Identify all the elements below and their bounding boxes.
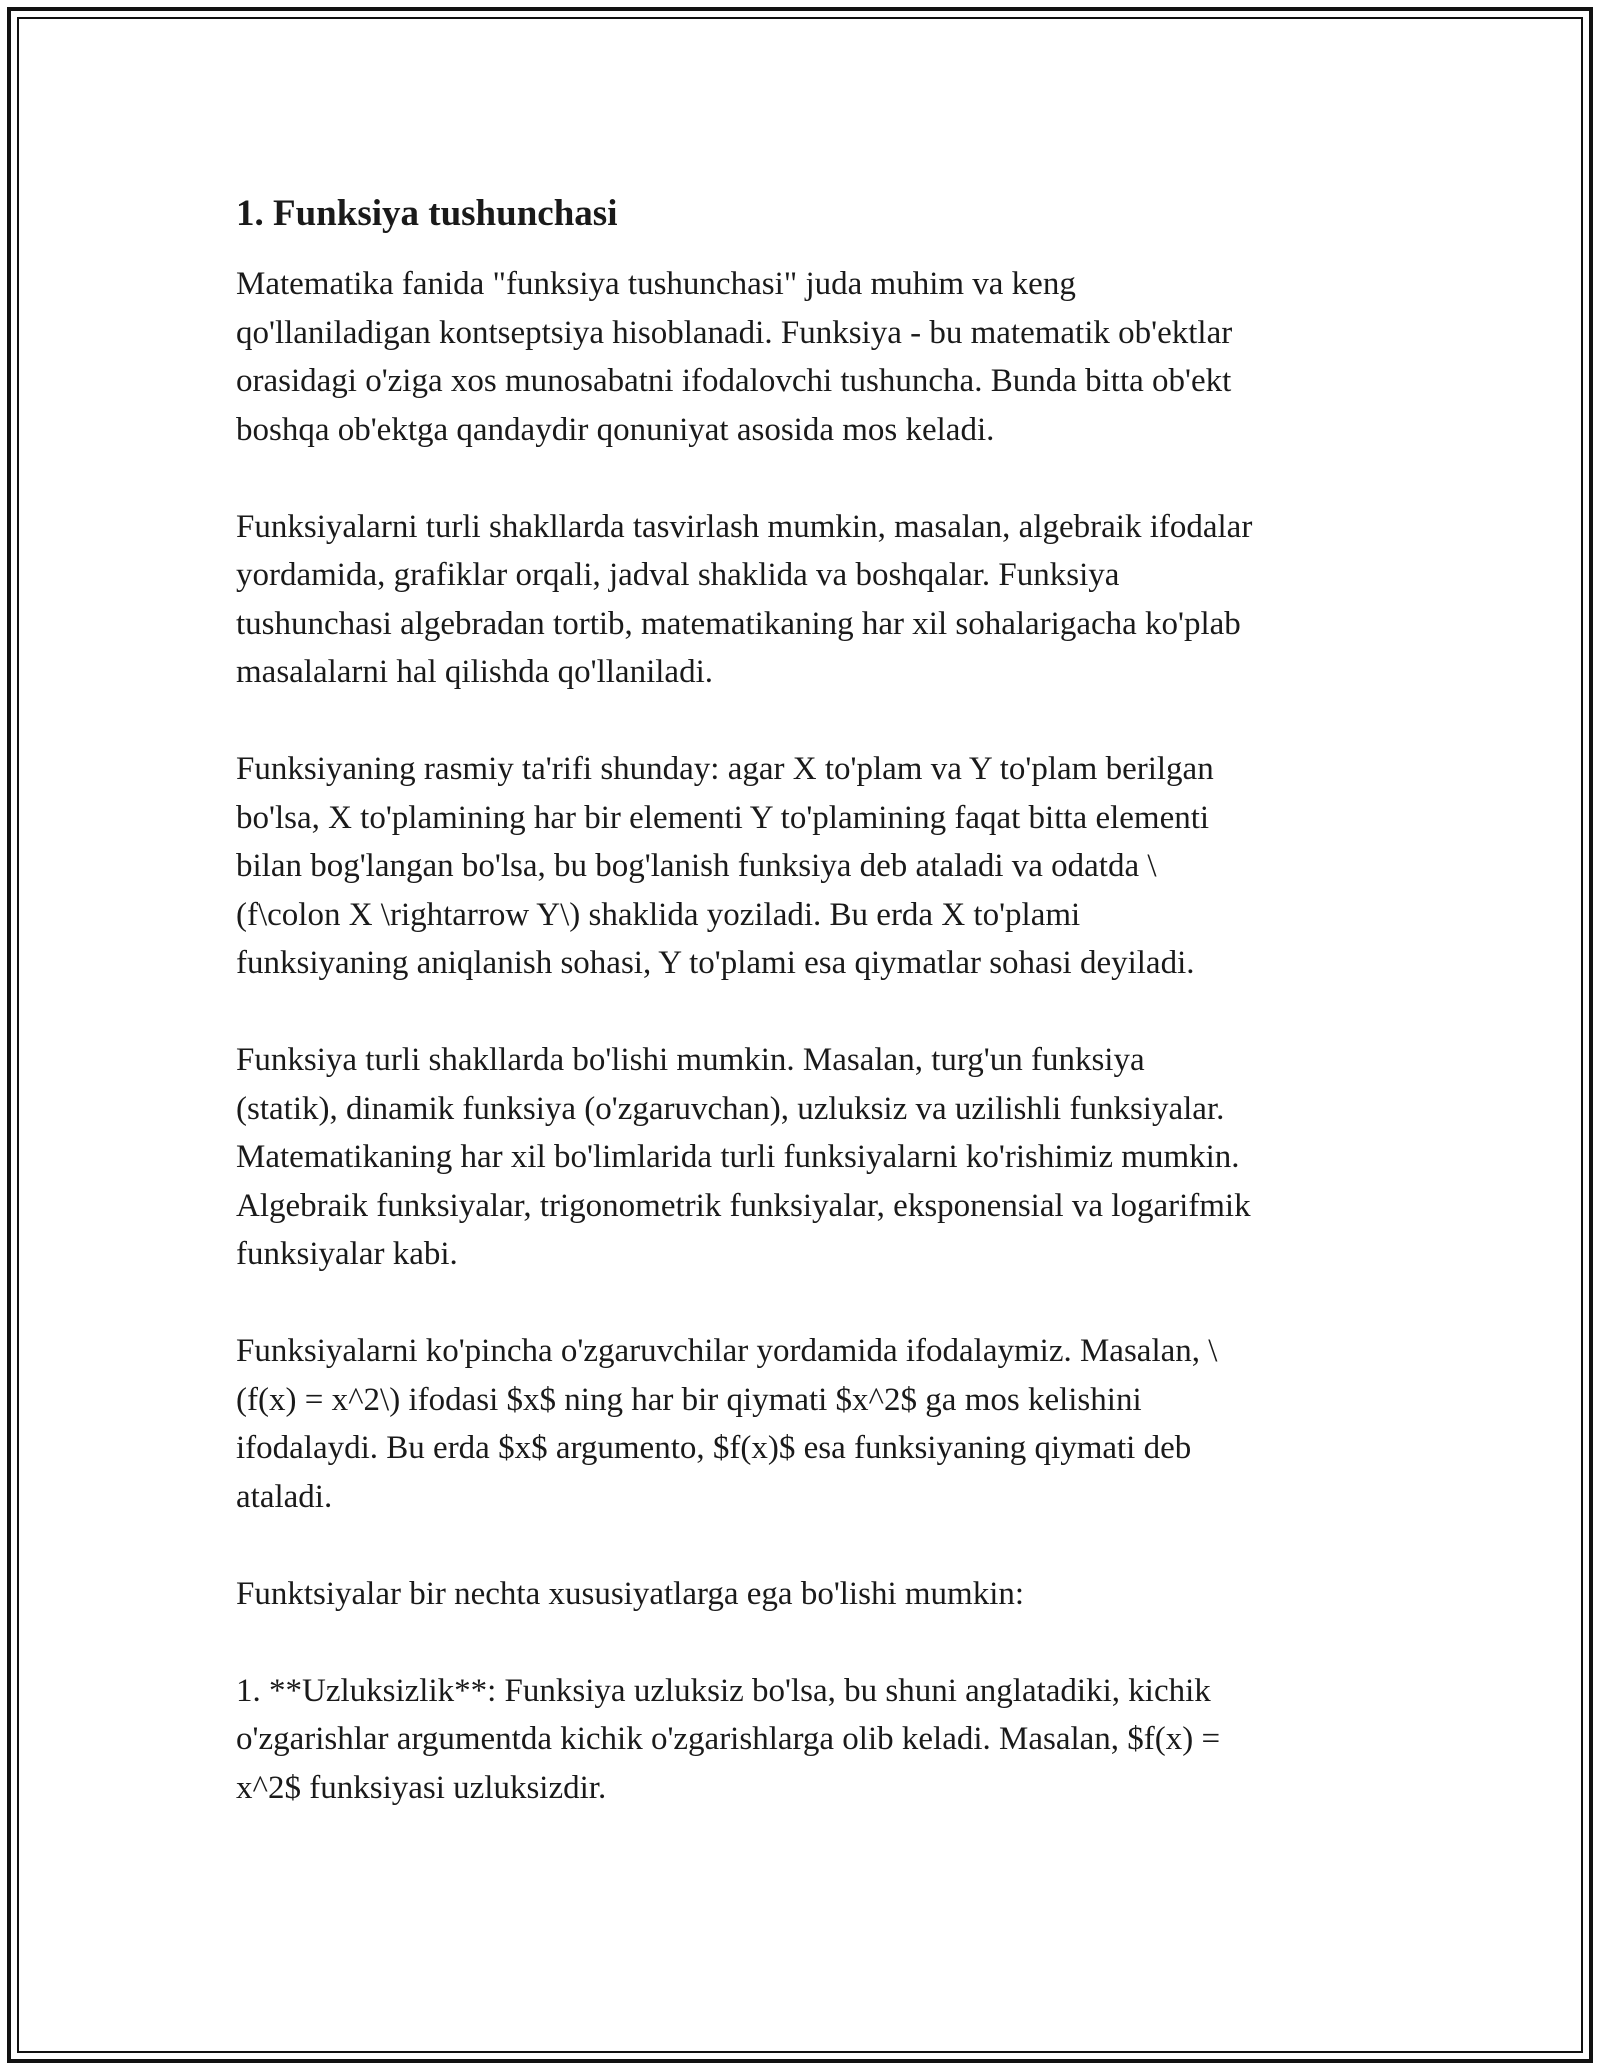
paragraph-line: bo'lsa, X to'plamining har bir elementi Y to'plamining faqat bitta elementi: [236, 799, 1210, 836]
paragraph-line: tushunchasi algebradan tortib, matematikaning har xil sohalarigacha ko'plab: [236, 605, 1241, 642]
paragraph-line: ataladi.: [236, 1478, 333, 1515]
paragraph-line: funksiyalar kabi.: [236, 1236, 458, 1272]
paragraph: [236, 1036, 1376, 1279]
paragraph-line: 1. **Uzluksizlik**: Funksiya uzluksiz bo'lsa, bu shuni anglatadiki, kichik: [236, 1672, 1211, 1709]
paragraph: [236, 745, 1376, 988]
paragraph: [236, 503, 1376, 697]
section-heading: 1. Funksiya tushunchasi: [236, 193, 618, 234]
paragraph-line: (f\colon X \rightarrow Y\) shaklida yoziladi. Bu erda X to'plami: [236, 896, 1081, 933]
paragraph: [236, 1327, 1376, 1521]
paragraph-line: o'zgarishlar argumentda kichik o'zgarishlarga olib keladi. Masalan, $f(x) =: [236, 1721, 1221, 1757]
paragraph-line: funksiyaning aniqlanish sohasi, Y to'plami esa qiymatlar sohasi deyiladi.: [236, 945, 1195, 981]
paragraph-line: bilan bog'langan bo'lsa, bu bog'lanish funksiya deb ataladi va odatda \: [236, 848, 1157, 884]
paragraph-line: x^2$ funksiyasi uzluksizdir.: [236, 1769, 607, 1806]
paragraph-line: Matematikaning har xil bo'limlarida turli funksiyalarni ko'rishimiz mumkin.: [236, 1139, 1240, 1175]
paragraph-line: boshqa ob'ektga qandaydir qonuniyat asosida mos keladi.: [236, 411, 995, 448]
paragraph: [236, 1667, 1376, 1813]
paragraph-line: Funksiyalarni turli shakllarda tasvirlash mumkin, masalan, algebraik ifodalar: [236, 508, 1253, 545]
paragraph-line: Algebraik funksiyalar, trigonometrik funksiyalar, eksponensial va logarifmik: [236, 1187, 1251, 1224]
paragraph-line: Funktsiyalar bir nechta xususiyatlarga ega bo'lishi mumkin:: [236, 1575, 1025, 1612]
paragraph-line: Funksiyaning rasmiy ta'rifi shunday: agar X to'plam va Y to'plam berilgan: [236, 751, 1214, 787]
paragraph: [236, 260, 1376, 454]
paragraph-line: orasidagi o'ziga xos munosabatni ifodalovchi tushuncha. Bunda bitta ob'ekt: [236, 363, 1232, 399]
paragraph-line: masalalarni hal qilishda qo'llaniladi.: [236, 654, 713, 690]
paragraph-line: (f(x) = x^2\) ifodasi $x$ ning har bir qiymati $x^2$ ga mos kelishini: [236, 1381, 1142, 1418]
paragraph-line: Funksiya turli shakllarda bo'lishi mumkin. Masalan, turg'un funksiya: [236, 1042, 1145, 1078]
paragraph-line: qo'llaniladigan kontseptsiya hisoblanadi. Funksiya - bu matematik ob'ektlar: [236, 314, 1233, 351]
paragraph-line: (statik), dinamik funksiya (o'zgaruvchan), uzluksiz va uzilishli funksiyalar.: [236, 1090, 1225, 1127]
paragraph-line: Matematika fanida "funksiya tushunchasi" juda muhim va keng: [236, 266, 1076, 302]
paragraph: [236, 1570, 1376, 1619]
paragraph-line: yordamida, grafiklar orqali, jadval shaklida va boshqalar. Funksiya: [236, 557, 1120, 593]
paragraph-line: ifodalaydi. Bu erda $x$ argumento, $f(x)$ esa funksiyaning qiymati deb: [236, 1430, 1192, 1466]
paragraph-list: [236, 260, 1376, 1812]
paragraph-line: Funksiyalarni ko'pincha o'zgaruvchilar yordamida ifodalaymiz. Masalan, \: [236, 1333, 1218, 1369]
document-body: [236, 184, 1376, 1861]
